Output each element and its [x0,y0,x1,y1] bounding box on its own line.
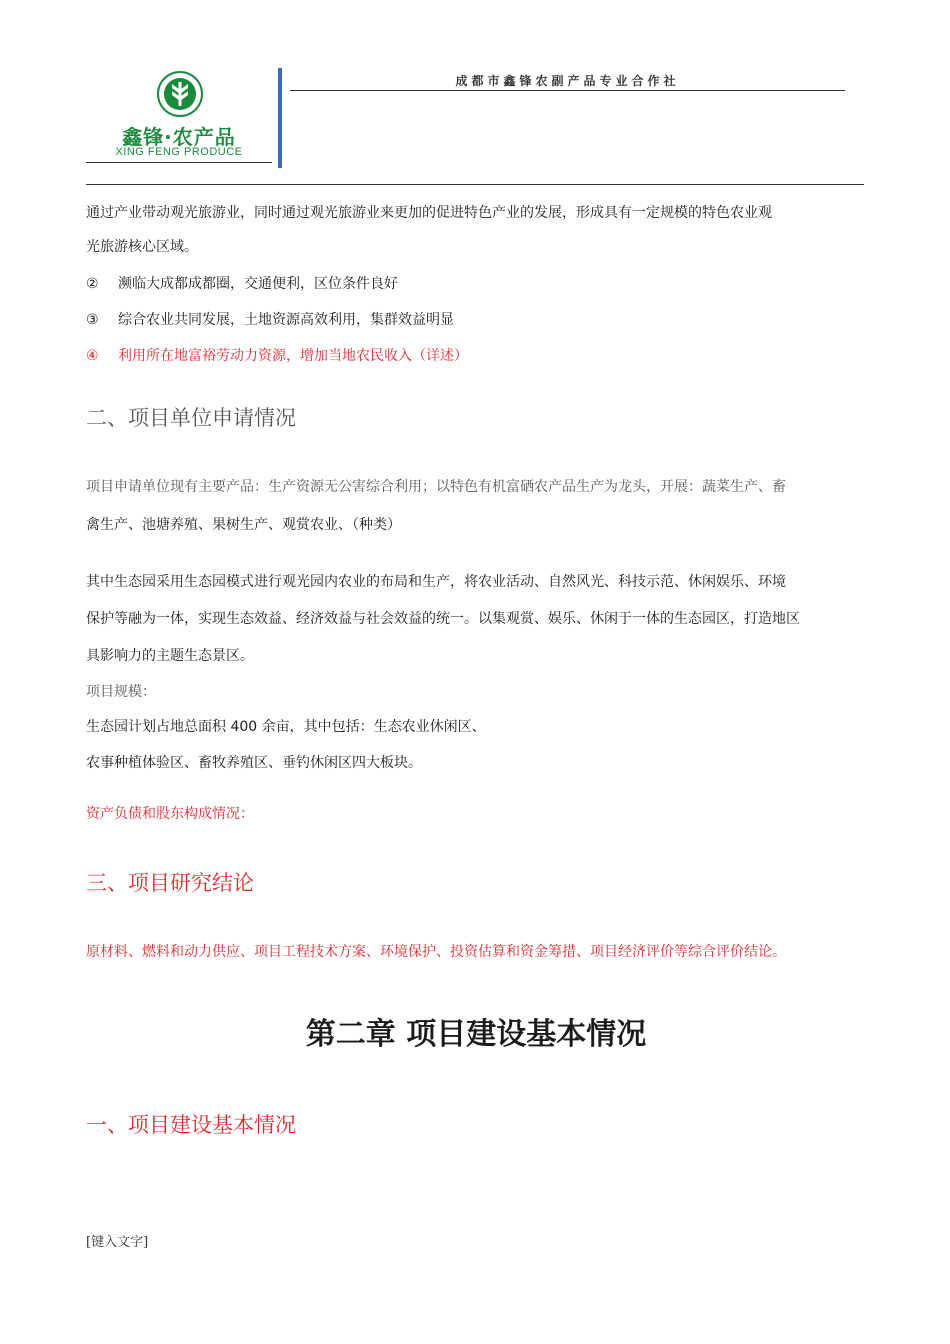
scale-line-1: 生态园计划占地总面积 400 余亩，其中包括：生态农业休闲区、 [86,719,486,735]
logo-text-cn: 鑫锋·农产品 [122,125,236,149]
section-2-heading: 二、项目单位申请情况 [86,406,296,430]
logo [86,66,272,166]
header-divider [86,184,864,185]
list-item [86,302,866,338]
logo-text-en: XING FENG PRODUCE [115,146,243,158]
list-item-number: ④ [86,348,99,364]
chapter-section-1-heading: 一、项目建设基本情况 [86,1113,296,1137]
organization-underline [290,90,845,91]
eco-line-3: 具影响力的主题生态景区。 [86,648,254,664]
intro-paragraph-line-2: 光旅游核心区域。 [86,239,198,255]
eco-line-1: 其中生态园采用生态园模式进行观光园内农业的布局和生产，将农业活动、自然风光、科技示范、休闲娱乐、环境 [86,574,786,590]
list-item [86,266,866,302]
scale-label: 项目规模： [86,684,156,700]
logo-underline [86,162,272,163]
list-item-text: 综合农业共同发展，土地资源高效利用，集群效益明显 [118,312,454,328]
organization-name: 成都市鑫锋农副产品专业合作社 [455,74,680,88]
assets-label: 资产负债和股东构成情况： [86,806,254,822]
list-item-number: ② [86,276,99,292]
eco-line-2: 保护等融为一体，实现生态效益、经济效益与社会效益的统一。以集观赏、娱乐、休闲于一体的生态园区，打造地区 [86,611,800,627]
list-item-number: ③ [86,312,99,328]
document-body [86,196,866,1139]
chapter-title: 第二章 项目建设基本情况 [305,1017,647,1052]
products-line-2: 禽生产、池塘养殖、果树生产、观赏农业、（种类） [86,517,401,533]
products-line-1: 项目申请单位现有主要产品：生产资源无公害综合利用；以特色有机富硒农产品生产为龙头，开展：蔬菜生产、畜 [86,479,786,495]
list-item-text: 濒临大成都成都圈，交通便利，区位条件良好 [118,276,398,292]
list-item [86,338,866,374]
intro-paragraph-line-1: 通过产业带动观光旅游业，同时通过观光旅游业来更加的促进特色产业的发展，形成具有一定规模的特色农业观 [86,205,772,221]
wheat-emblem-icon [156,70,204,118]
footer-placeholder: [键入文字] [86,1235,149,1250]
conclusion-text: 原材料、燃料和动力供应、项目工程技术方案、环境保护、投资估算和资金筹措、项目经济评价等综合评价结论。 [86,944,786,960]
section-3-heading: 三、项目研究结论 [86,871,254,895]
scale-line-2: 农事种植体验区、畜牧养殖区、垂钓休闲区四大板块。 [86,755,422,771]
list-item-text: 利用所在地富裕劳动力资源，增加当地农民收入（详述） [118,348,468,364]
header-vertical-bar [278,68,282,168]
